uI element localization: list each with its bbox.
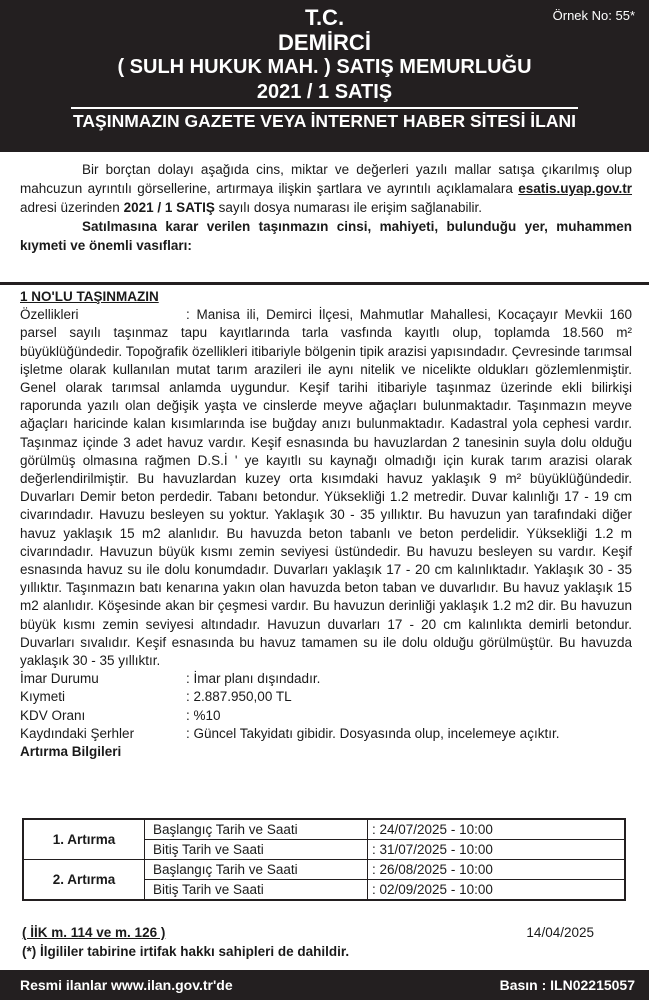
header-notice-title bbox=[0, 107, 649, 133]
section-divider bbox=[0, 282, 649, 285]
features-text: : Manisa ili, Demirci İlçesi, Mahmutlar Mahallesi, Kocaçayır Mevkii 160 parsel sayılı taşınmaz tapu kayıtlarında tarla vasfında kayıtlı olup, toplamda 18.560 m² büyüklüğündedir. Topoğrafik özellikleri itibariyle bölgenin tipik arazisi yapısındadır. Çevresinde tarımsal işletme olarak kullanılan mutat tarım arazileri ile aynı nitelik ve nicelikte oldukları gözlemlenmiştir. Genel olarak tarımsal anlamda uygundur. Keşif tarihi itibariyle taşınmaz üzerinde ekli bilirkişi raporunda yazılı olan değişik yaşta ve cinslerde meyve ağaçları bulunmaktadır. Taşınmazın meyve ağaçları haricinde kalan kısımlarında ise buğday anızı bulunmaktadır. Kadastral yola cephesi vardır. Taşınmaz içinde 3 adet havuz vardır. Keşif esnasında bu havuzlardan 2 tanesinin suyla dolu olduğu görülmüş olmasına rağmen D.S.İ ' ye kayıtlı su kaynağı olmadığı için kurak tarım arazisi olarak değerlendirilmiştir. Bu havuzlardan kuzey orta kısımdaki havuz yaklaşık 9 m² büyüklüğündedir. Duvarları Demir beton perdedir. Tabanı betondur. Yüksekliği 1.2 metredir. Duvar kalınlığı 17 - 19 cm civarındadır. Havuzu besleyen su yoktur. Yaklaşık 30 - 35 yıllıktır. Bu havuzun yan tarafındaki diğer havuz yaklaşık 15 m2 alanlıdır. Bu havuzda beton tabanlı ve beton perdelidir. Yüksekliği 1.2 m civarındadır. Havuzun büyük kısmı zemin seviyesi üstündedir. Bu havuzu besleyen su vardır. Keşif esnasında havuz su ile dolu konumdadır. Duvarları yaklaşık 17 - 20 cm kalınlıktadır. Yaklaşık 30 - 35 yıllıktır. Taşınmazın batı kenarına yakın olan havuzda beton taban ve duvarlıdır. Bu havuz yaklaşık 15 m2 alanlıdır. Köşesinde akan bir çeşmesi vardır. Bu havuzun derinliği yaklaşık 1.2 m2 dir. Bu havuzun büyük kısmı zemin seviyesi altındadır. Havuzun duvarları 17 - 20 cm kalınlıkta demirli betondur. Duvarları sıvalıdır. Keşif esnasında bu havuz tamamen su ile dolu olduğu görülmüştür. Bu havuzda yaklaşık 30 - 35 yıllıktır. bbox=[20, 307, 632, 669]
auction-title: Artırma Bilgileri bbox=[20, 744, 122, 760]
header-file-no: 2021 / 1 SATIŞ bbox=[256, 81, 393, 103]
round-1-end-value: : 31/07/2025 - 10:00 bbox=[368, 840, 626, 860]
intro-file-no: 2021 / 1 SATIŞ bbox=[123, 200, 215, 215]
round-2-end-label: Bitiş Tarih ve Saati bbox=[145, 880, 368, 901]
sample-number: Örnek No: 55* bbox=[552, 8, 635, 23]
header-district: DEMİRCİ bbox=[278, 30, 371, 55]
intro-subheading: Satılmasına karar verilen taşınmazın cinsi, mahiyeti, bulunduğu yer, muhammen kıymeti ve önemli vasıfları: bbox=[20, 219, 632, 253]
header-tc: T.C. bbox=[304, 5, 345, 30]
round-2-end-value: : 02/09/2025 - 10:00 bbox=[368, 880, 626, 901]
intro-text-a: Bir borçtan dolayı aşağıda cins, miktar ve değerleri yazılı mallar satışa çıkarılmış olup mahcuzun ayrıntılı görsellerine, artırmaya ilişkin şartlara ve ayrıntılı açıklamalara bbox=[20, 162, 632, 196]
round-1-name: 1. Artırma bbox=[23, 819, 145, 860]
header-office: ( SULH HUKUK MAH. ) SATIŞ MEMURLUĞU bbox=[117, 56, 532, 78]
notice-date: 14/04/2025 bbox=[526, 925, 594, 940]
zoning-row bbox=[20, 670, 632, 688]
annotations-value: : Güncel Takyidatı gibidir. Dosyasında olup, incelemeye açıktır. bbox=[186, 725, 560, 741]
property-features bbox=[20, 306, 632, 670]
round-1-start-value: : 24/07/2025 - 10:00 bbox=[368, 819, 626, 840]
law-reference: ( İİK m. 114 ve m. 126 ) bbox=[22, 925, 166, 940]
esatis-link[interactable]: esatis.uyap.gov.tr bbox=[518, 181, 632, 196]
footnote bbox=[22, 923, 626, 961]
intro-paragraph bbox=[20, 160, 632, 217]
round-2-name: 2. Artırma bbox=[23, 860, 145, 901]
value-label: Kıymeti bbox=[20, 689, 66, 705]
property-title: 1 NO'LU TAŞINMAZIN bbox=[20, 289, 159, 304]
vat-label: KDV Oranı bbox=[20, 707, 86, 723]
intro-section bbox=[20, 160, 632, 255]
footer-bar bbox=[0, 970, 649, 1000]
round-2-start-value: : 26/08/2025 - 10:00 bbox=[368, 860, 626, 880]
round-1-start-label: Başlangıç Tarih ve Saati bbox=[145, 819, 368, 840]
auction-row bbox=[23, 819, 625, 840]
header-banner bbox=[0, 0, 649, 152]
annotations-label: Kaydındaki Şerhler bbox=[20, 725, 135, 741]
footer-website: Resmi ilanlar www.ilan.gov.tr'de bbox=[20, 977, 233, 993]
auction-table bbox=[22, 818, 626, 901]
value-row bbox=[20, 688, 632, 706]
property-section bbox=[20, 288, 632, 761]
features-label: Özellikleri bbox=[20, 307, 79, 323]
intro-text-c: sayılı dosya numarası ile erişim sağlanabilir. bbox=[214, 200, 482, 215]
annotations-row bbox=[20, 725, 632, 743]
round-2-start-label: Başlangıç Tarih ve Saati bbox=[145, 860, 368, 880]
footer-press-code: Basın : ILN02215057 bbox=[499, 977, 635, 993]
footnote-note: (*) İlgililer tabirine irtifak hakkı sahipleri de dahildir. bbox=[22, 944, 350, 959]
zoning-value: : İmar planı dışındadır. bbox=[186, 671, 321, 687]
zoning-label: İmar Durumu bbox=[20, 671, 99, 687]
auction-row bbox=[23, 860, 625, 880]
vat-value: : %10 bbox=[186, 707, 221, 723]
value-amount: : 2.887.950,00 TL bbox=[186, 689, 292, 705]
intro-text-b: adresi üzerinden bbox=[20, 200, 124, 215]
round-1-end-label: Bitiş Tarih ve Saati bbox=[145, 840, 368, 860]
vat-row bbox=[20, 707, 632, 725]
notice-title-text: TAŞINMAZIN GAZETE VEYA İNTERNET HABER SİTESİ İLANI bbox=[71, 107, 578, 133]
